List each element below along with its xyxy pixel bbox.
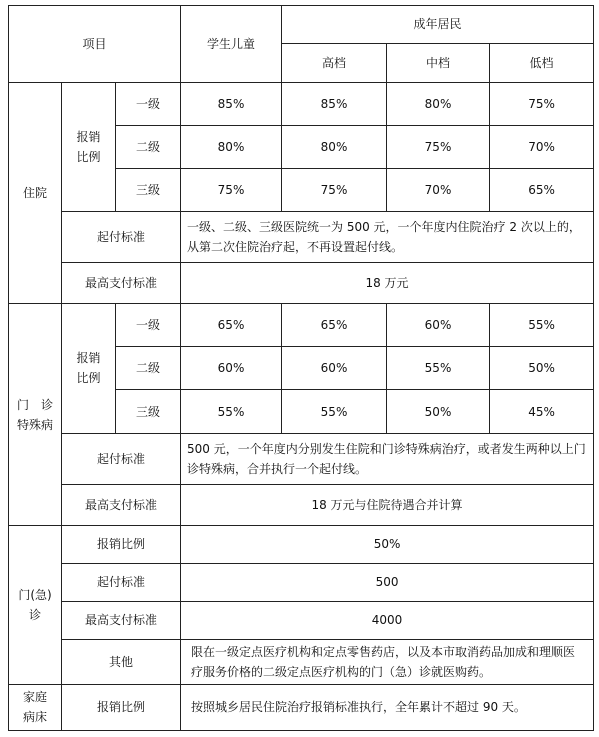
- value-cell: 55%: [490, 304, 594, 347]
- level-cell: 一级: [116, 304, 181, 347]
- special-ratio-label: 报销 比例: [62, 304, 116, 433]
- outpatient-ratio-label: 报销比例: [62, 525, 181, 563]
- header-student: 学生儿童: [181, 6, 282, 83]
- value-cell: 65%: [490, 169, 594, 212]
- inpatient-max-label: 最高支付标准: [62, 263, 181, 304]
- inpatient-max-text: 18 万元: [181, 263, 594, 304]
- value-cell: 60%: [387, 304, 490, 347]
- value-cell: 65%: [181, 304, 282, 347]
- value-cell: 75%: [282, 169, 387, 212]
- value-cell: 85%: [282, 82, 387, 125]
- level-cell: 三级: [116, 169, 181, 212]
- medical-insurance-table: [8, 5, 594, 731]
- header-adult: 成年居民: [282, 6, 594, 44]
- inpatient-label: 住院: [9, 82, 62, 303]
- header-high: 高档: [282, 43, 387, 82]
- table-row: [9, 601, 594, 639]
- value-cell: 60%: [181, 347, 282, 390]
- home-bed-label: 家庭 病床: [9, 684, 62, 730]
- value-cell: 50%: [387, 390, 490, 433]
- outpatient-other-text: 限在一级定点医疗机构和定点零售药店，以及本市取消药品加成和理顺医疗服务价格的二级定点医疗机构的门（急）诊就医购药。: [181, 639, 594, 684]
- value-cell: 80%: [282, 125, 387, 168]
- value-cell: 85%: [181, 82, 282, 125]
- table-row: [9, 684, 594, 730]
- value-cell: 55%: [181, 390, 282, 433]
- outpatient-max-label: 最高支付标准: [62, 601, 181, 639]
- inpatient-deductible-text: 一级、二级、三级医院统一为 500 元，一个年度内住院治疗 2 次以上的，从第二次住院治疗起，不再设置起付线。: [181, 212, 594, 263]
- value-cell: 50%: [490, 347, 594, 390]
- outpatient-ratio-value: 50%: [181, 525, 594, 563]
- outpatient-deductible-label: 起付标准: [62, 563, 181, 601]
- outpatient-max-value: 4000: [181, 601, 594, 639]
- level-cell: 二级: [116, 125, 181, 168]
- header-item: 项目: [9, 6, 181, 83]
- outpatient-other-label: 其他: [62, 639, 181, 684]
- outpatient-label: 门(急) 诊: [9, 525, 62, 684]
- level-cell: 二级: [116, 347, 181, 390]
- value-cell: 45%: [490, 390, 594, 433]
- outpatient-deductible-value: 500: [181, 563, 594, 601]
- value-cell: 70%: [490, 125, 594, 168]
- value-cell: 55%: [387, 347, 490, 390]
- value-cell: 75%: [490, 82, 594, 125]
- value-cell: 70%: [387, 169, 490, 212]
- special-max-label: 最高支付标准: [62, 484, 181, 525]
- table-row: [9, 639, 594, 684]
- level-cell: 三级: [116, 390, 181, 433]
- table-row: [9, 82, 594, 125]
- table-row: [9, 484, 594, 525]
- home-bed-ratio-label: 报销比例: [62, 684, 181, 730]
- table-row: [9, 263, 594, 304]
- value-cell: 80%: [387, 82, 490, 125]
- header-low: 低档: [490, 43, 594, 82]
- value-cell: 60%: [282, 347, 387, 390]
- special-deductible-label: 起付标准: [62, 433, 181, 484]
- value-cell: 75%: [387, 125, 490, 168]
- inpatient-deductible-label: 起付标准: [62, 212, 181, 263]
- table-row: [9, 563, 594, 601]
- home-bed-ratio-text: 按照城乡居民住院治疗报销标准执行，全年累计不超过 90 天。: [181, 684, 594, 730]
- special-label: 门 诊 特殊病: [9, 304, 62, 525]
- header-mid: 中档: [387, 43, 490, 82]
- table-row: [9, 304, 594, 347]
- table-row: [9, 433, 594, 484]
- special-max-text: 18 万元与住院待遇合并计算: [181, 484, 594, 525]
- value-cell: 75%: [181, 169, 282, 212]
- table-row: [9, 525, 594, 563]
- value-cell: 55%: [282, 390, 387, 433]
- value-cell: 80%: [181, 125, 282, 168]
- table-row: [9, 212, 594, 263]
- level-cell: 一级: [116, 82, 181, 125]
- value-cell: 65%: [282, 304, 387, 347]
- special-deductible-text: 500 元，一个年度内分别发生住院和门诊特殊病治疗，或者发生两种以上门诊特殊病，合并执行一个起付线。: [181, 433, 594, 484]
- inpatient-ratio-label: 报销 比例: [62, 82, 116, 211]
